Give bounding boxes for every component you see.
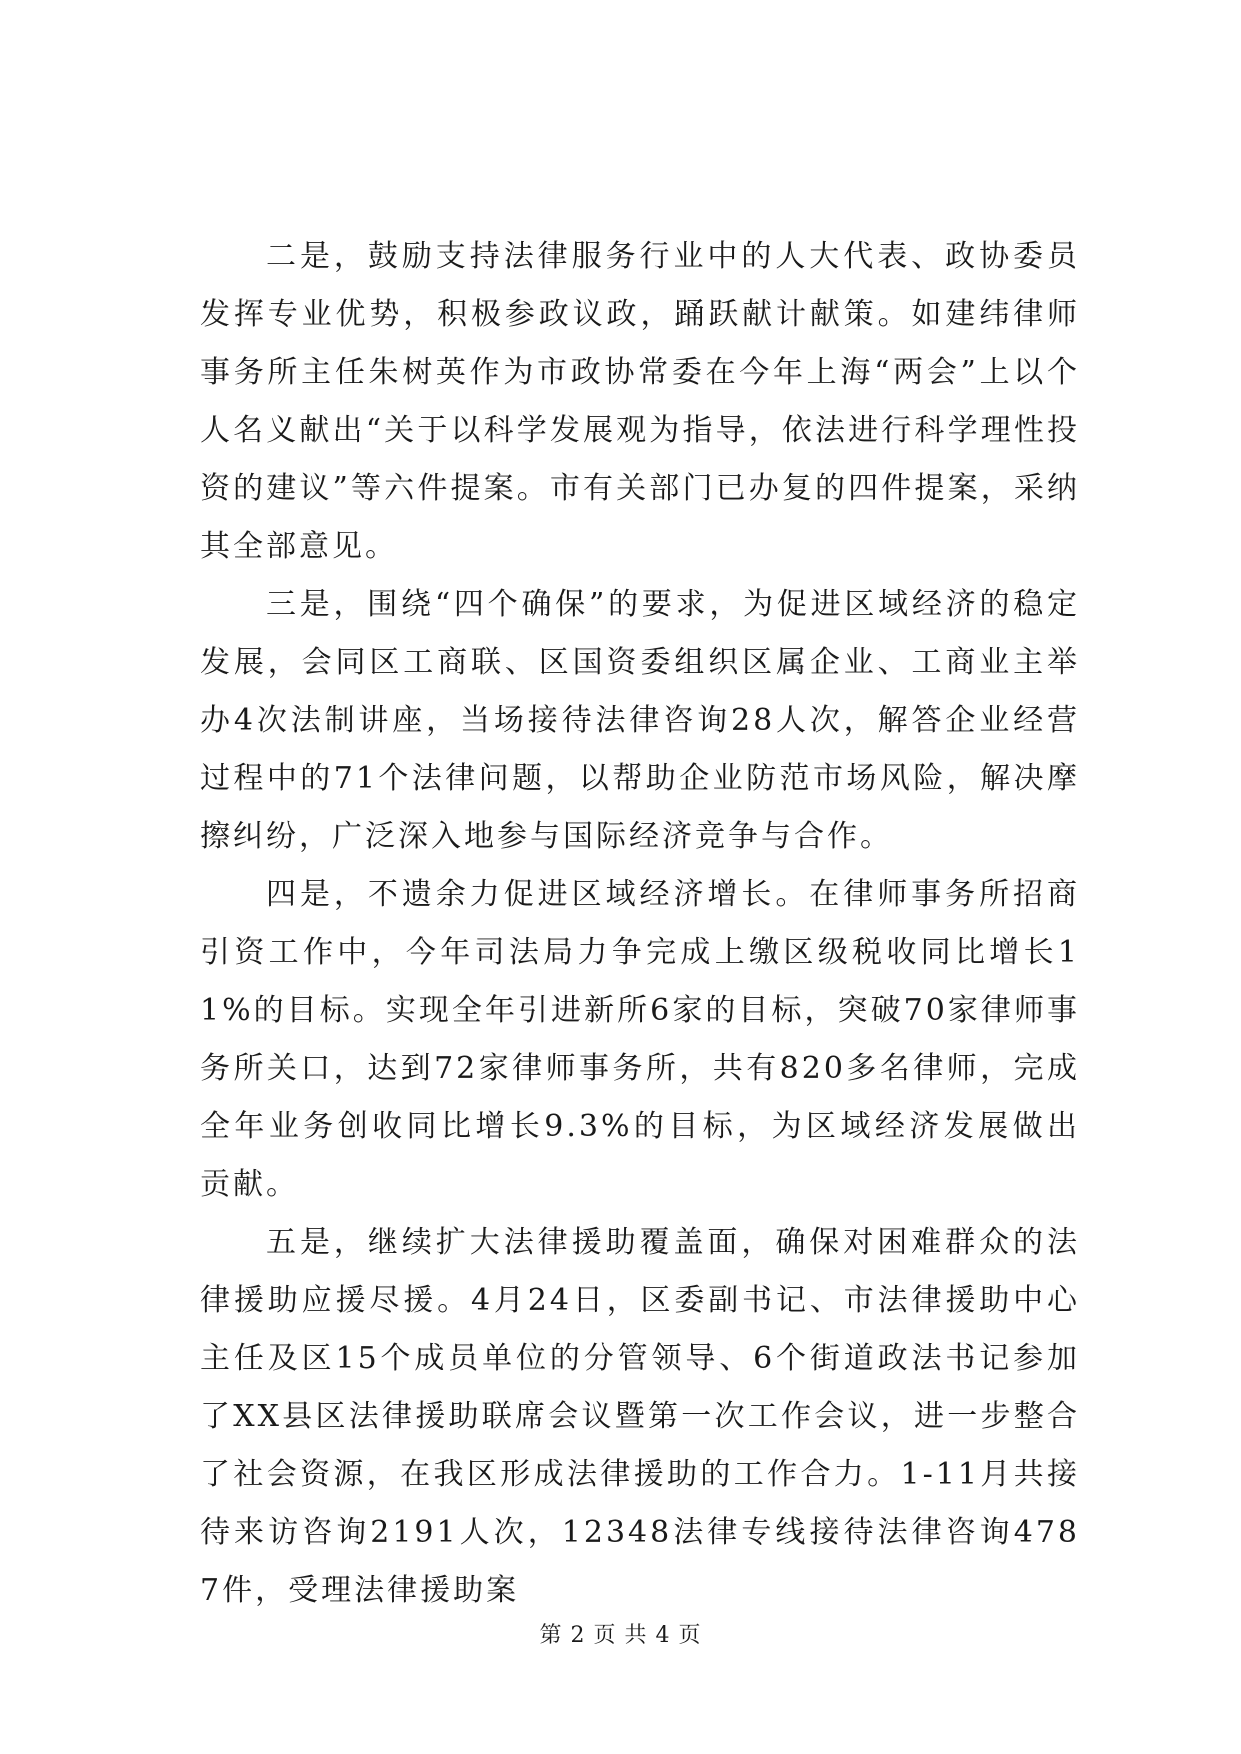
document-body (200, 228, 1080, 1620)
paragraph-3: 三是，围绕“四个确保”的要求，为促进区域经济的稳定发展，会同区工商联、区国资委组织区属企业、工商业主举办4次法制讲座，当场接待法律咨询28人次，解答企业经营过程中的71个法律问题，以帮助企业防范市场风险，解决摩擦纠纷，广泛深入地参与国际经济竞争与合作。 (200, 587, 1080, 854)
paragraph-5: 五是，继续扩大法律援助覆盖面，确保对困难群众的法律援助应援尽援。4月24日，区委副书记、市法律援助中心主任及区15个成员单位的分管领导、6个街道政法书记参加了XX县区法律援助联席会议暨第一次工作会议，进一步整合了社会资源，在我区形成法律援助的工作合力。1-11月共接待来访咨询2191人次，12348法律专线接待法律咨询4787件，受理法律援助案 (200, 1225, 1080, 1608)
paragraph-4: 四是，不遗余力促进区域经济增长。在律师事务所招商引资工作中，今年司法局力争完成上缴区级税收同比增长11%的目标。实现全年引进新所6家的目标，突破70家律师事务所关口，达到72家律师事务所，共有820多名律师，完成全年业务创收同比增长9.3%的目标，为区域经济发展做出贡献。 (200, 877, 1080, 1202)
page-number-footer: 第 2 页 共 4 页 (539, 1623, 702, 1648)
paragraph-2: 二是，鼓励支持法律服务行业中的人大代表、政协委员发挥专业优势，积极参政议政，踊跃献计献策。如建纬律师事务所主任朱树英作为市政协常委在今年上海“两会”上以个人名义献出“关于以科学发展观为指导，依法进行科学理性投资的建议”等六件提案。市有关部门已办复的四件提案，采纳其全部意见。 (200, 239, 1080, 564)
